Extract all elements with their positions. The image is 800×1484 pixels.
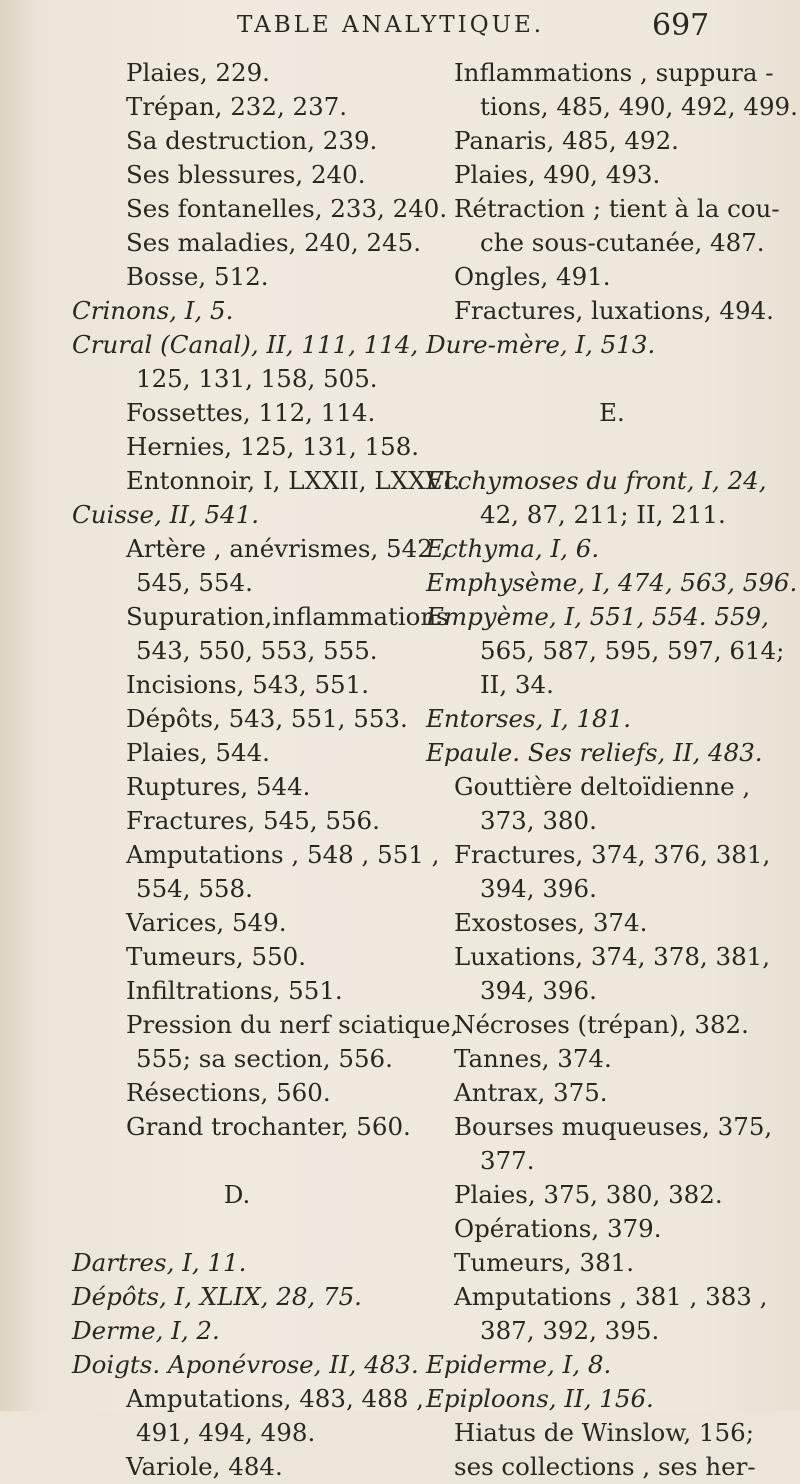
- index-subentry: Grand trochanter, 560.: [126, 1112, 411, 1141]
- index-subentry: 543, 550, 553, 555.: [136, 636, 378, 665]
- index-subentry: Fractures, luxations, 494.: [454, 296, 774, 325]
- index-subentry: Fractures, 545, 556.: [126, 806, 380, 835]
- index-subentry: Dépôts, 543, 551, 553.: [126, 704, 408, 733]
- index-subentry: Infiltrations, 551.: [126, 976, 343, 1005]
- index-subentry: 394, 396.: [480, 976, 597, 1005]
- index-subentry: Tannes, 374.: [454, 1044, 612, 1073]
- index-subentry: Luxations, 374, 378, 381,: [454, 942, 771, 971]
- index-subentry: Gouttière deltoïdienne ,: [454, 772, 751, 801]
- index-subentry: Bourses muqueuses, 375,: [454, 1112, 773, 1141]
- index-subentry: tions, 485, 490, 492, 499.: [480, 92, 798, 121]
- index-subentry: II, 34.: [480, 670, 554, 699]
- index-subentry: Panaris, 485, 492.: [454, 126, 679, 155]
- index-subentry: Nécroses (trépan), 382.: [454, 1010, 749, 1039]
- index-subentry: Inflammations , suppura -: [454, 58, 774, 87]
- index-subentry: 555; sa section, 556.: [136, 1044, 393, 1073]
- index-subentry: Ruptures, 544.: [126, 772, 311, 801]
- running-title: TABLE ANALYTIQUE.: [237, 12, 545, 38]
- index-entry: Dartres, I, 11.: [72, 1248, 247, 1277]
- index-subentry: 565, 587, 595, 597, 614;: [480, 636, 785, 665]
- blank-line: [426, 362, 798, 396]
- index-subentry: Varices, 549.: [126, 908, 287, 937]
- index-entry: Doigts. Aponévrose, II, 483.: [72, 1350, 419, 1379]
- index-entry: Cuisse, II, 541.: [72, 500, 260, 529]
- index-subentry: Plaies, 229.: [126, 58, 270, 87]
- index-subentry: Amputations , 548 , 551 ,: [126, 840, 440, 869]
- index-subentry: 387, 392, 395.: [480, 1316, 660, 1345]
- index-subentry: Ses blessures, 240.: [126, 160, 366, 189]
- index-entry: Epaule. Ses reliefs, II, 483.: [426, 738, 763, 767]
- index-entry: Epiderme, I, 8.: [426, 1350, 612, 1379]
- index-subentry: che sous-cutanée, 487.: [480, 228, 765, 257]
- index-entry: Emphysème, I, 474, 563, 596.: [426, 568, 798, 597]
- index-subentry: Plaies, 490, 493.: [454, 160, 661, 189]
- index-subentry: Exostoses, 374.: [454, 908, 648, 937]
- index-subentry: Rétraction ; tient à la cou-: [454, 194, 780, 223]
- index-subentry: 394, 396.: [480, 874, 597, 903]
- index-subentry: Pression du nerf sciatique,: [126, 1010, 459, 1039]
- index-entry: Empyème, I, 551, 554. 559,: [426, 602, 769, 631]
- page-header: [0, 0, 800, 60]
- index-subentry: Ses fontanelles, 233, 240.: [126, 194, 448, 223]
- index-subentry: Hernies, 125, 131, 158.: [126, 432, 420, 461]
- section-letter: D.: [223, 1180, 251, 1209]
- index-subentry: Plaies, 544.: [126, 738, 270, 767]
- index-subentry: 373, 380.: [480, 806, 597, 835]
- index-subentry: Tumeurs, 381.: [454, 1248, 635, 1277]
- index-entry: Crinons, I, 5.: [72, 296, 234, 325]
- index-subentry: Ses maladies, 240, 245.: [126, 228, 421, 257]
- index-subentry: Fossettes, 112, 114.: [126, 398, 376, 427]
- index-subentry: Opérations, 379.: [454, 1214, 662, 1243]
- index-subentry: Antrax, 375.: [454, 1078, 608, 1107]
- index-entry: Derme, I, 2.: [72, 1316, 220, 1345]
- index-subentry: 554, 558.: [136, 874, 253, 903]
- index-subentry: ses collections , ses her-: [454, 1452, 756, 1481]
- index-subentry: Amputations , 381 , 383 ,: [454, 1282, 768, 1311]
- blank-line: [72, 1212, 402, 1246]
- index-entry: Ecthyma, I, 6.: [426, 534, 600, 563]
- index-subentry: Incisions, 543, 551.: [126, 670, 369, 699]
- blank-line: [426, 430, 798, 464]
- index-subentry: 125, 131, 158, 505.: [136, 364, 378, 393]
- index-subentry: Plaies, 375, 380, 382.: [454, 1180, 723, 1209]
- index-subentry: Artère , anévrismes, 542 ,: [126, 534, 449, 563]
- index-entry: Ecchymoses du front, I, 24,: [426, 466, 767, 495]
- index-subentry: Bosse, 512.: [126, 262, 269, 291]
- index-subentry: 545, 554.: [136, 568, 253, 597]
- index-subentry: 42, 87, 211; II, 211.: [480, 500, 726, 529]
- index-entry: Entorses, I, 181.: [426, 704, 631, 733]
- index-subentry: Tumeurs, 550.: [126, 942, 307, 971]
- blank-line: [72, 1144, 402, 1178]
- index-entry: Crural (Canal), II, 111, 114,: [72, 330, 419, 359]
- index-subentry: Sa destruction, 239.: [126, 126, 378, 155]
- index-subentry: Hiatus de Winslow, 156;: [454, 1418, 754, 1447]
- index-subentry: 491, 494, 498.: [136, 1418, 316, 1447]
- index-subentry: Supuration,inflammations: [126, 602, 449, 631]
- index-subentry: Variole, 484.: [126, 1452, 283, 1481]
- index-subentry: Amputations, 483, 488 ,: [126, 1384, 424, 1413]
- index-entry: Dure-mère, I, 513.: [426, 330, 656, 359]
- section-letter: E.: [599, 398, 625, 427]
- left-column: [72, 56, 461, 1484]
- index-entry: Dépôts, I, XLIX, 28, 75.: [72, 1282, 362, 1311]
- index-subentry: Trépan, 232, 237.: [126, 92, 348, 121]
- index-subentry: Ongles, 491.: [454, 262, 611, 291]
- index-entry: Epiploons, II, 156.: [426, 1384, 654, 1413]
- page-number: 697: [652, 8, 710, 43]
- right-column: [426, 56, 798, 1484]
- index-subentry: Entonnoir, I, LXXII, LXXVI.: [126, 466, 461, 495]
- index-subentry: Fractures, 374, 376, 381,: [454, 840, 771, 869]
- index-subentry: Résections, 560.: [126, 1078, 331, 1107]
- index-subentry: 377.: [480, 1146, 535, 1175]
